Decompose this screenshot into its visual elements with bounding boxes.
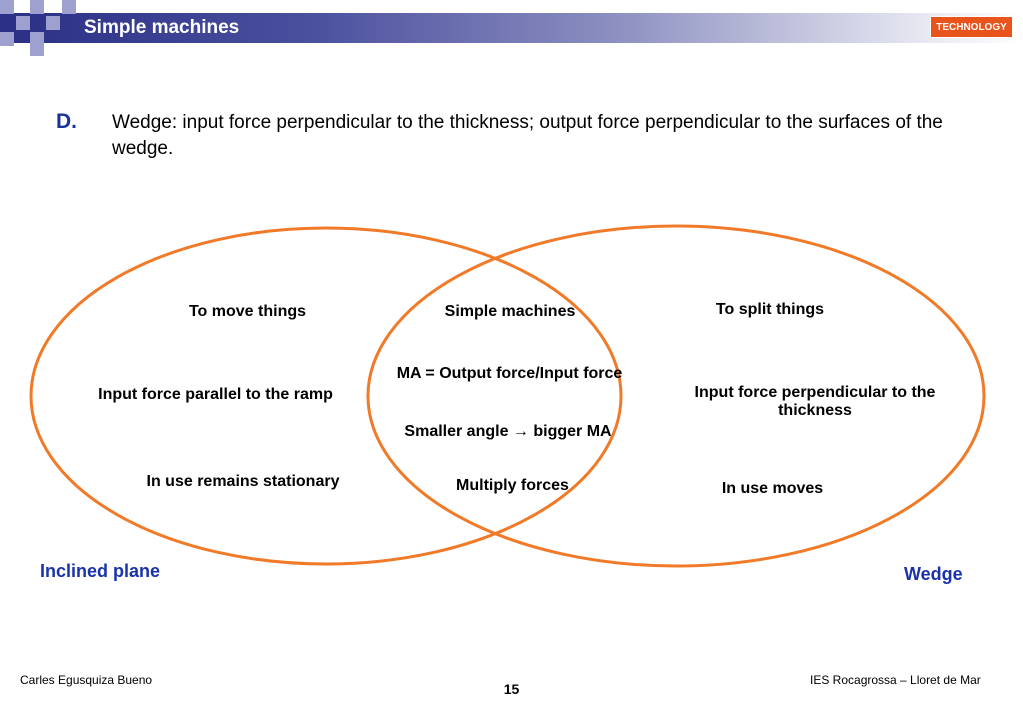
bullet-number: D. (56, 110, 77, 133)
middle-item-simple-machines: Simple machines (444, 303, 576, 320)
middle-item-ma: MA = Output force/Input force (396, 365, 623, 382)
inclined-plane-label: Inclined plane (40, 561, 161, 581)
page-title: Simple machines (84, 17, 240, 38)
left-item-move: To move things (188, 303, 307, 320)
left-item-input-force: Input force parallel to the ramp (98, 386, 333, 403)
right-item-moves: In use moves (721, 480, 824, 497)
wedge-label: Wedge (904, 564, 963, 584)
bullet-body: Wedge: input force perpendicular to the thickness; output force perpendicular to the surfaces of the wedge. (112, 112, 943, 159)
footer-school: IES Rocagrossa – Lloret de Mar (810, 673, 981, 687)
footer-author: Carles Egusquiza Bueno (20, 673, 153, 687)
middle-item-smaller-angle: Smaller angle → bigger MA (404, 423, 612, 440)
technology-badge: TECHNOLOGY (930, 16, 1013, 38)
right-item-split: To split things (715, 301, 825, 318)
left-item-stationary: In use remains stationary (146, 473, 340, 490)
right-item-input-force: Input force perpendicular to the thickness (694, 384, 936, 419)
page-number: 15 (503, 681, 520, 697)
middle-item-multiply: Multiply forces (456, 477, 569, 494)
